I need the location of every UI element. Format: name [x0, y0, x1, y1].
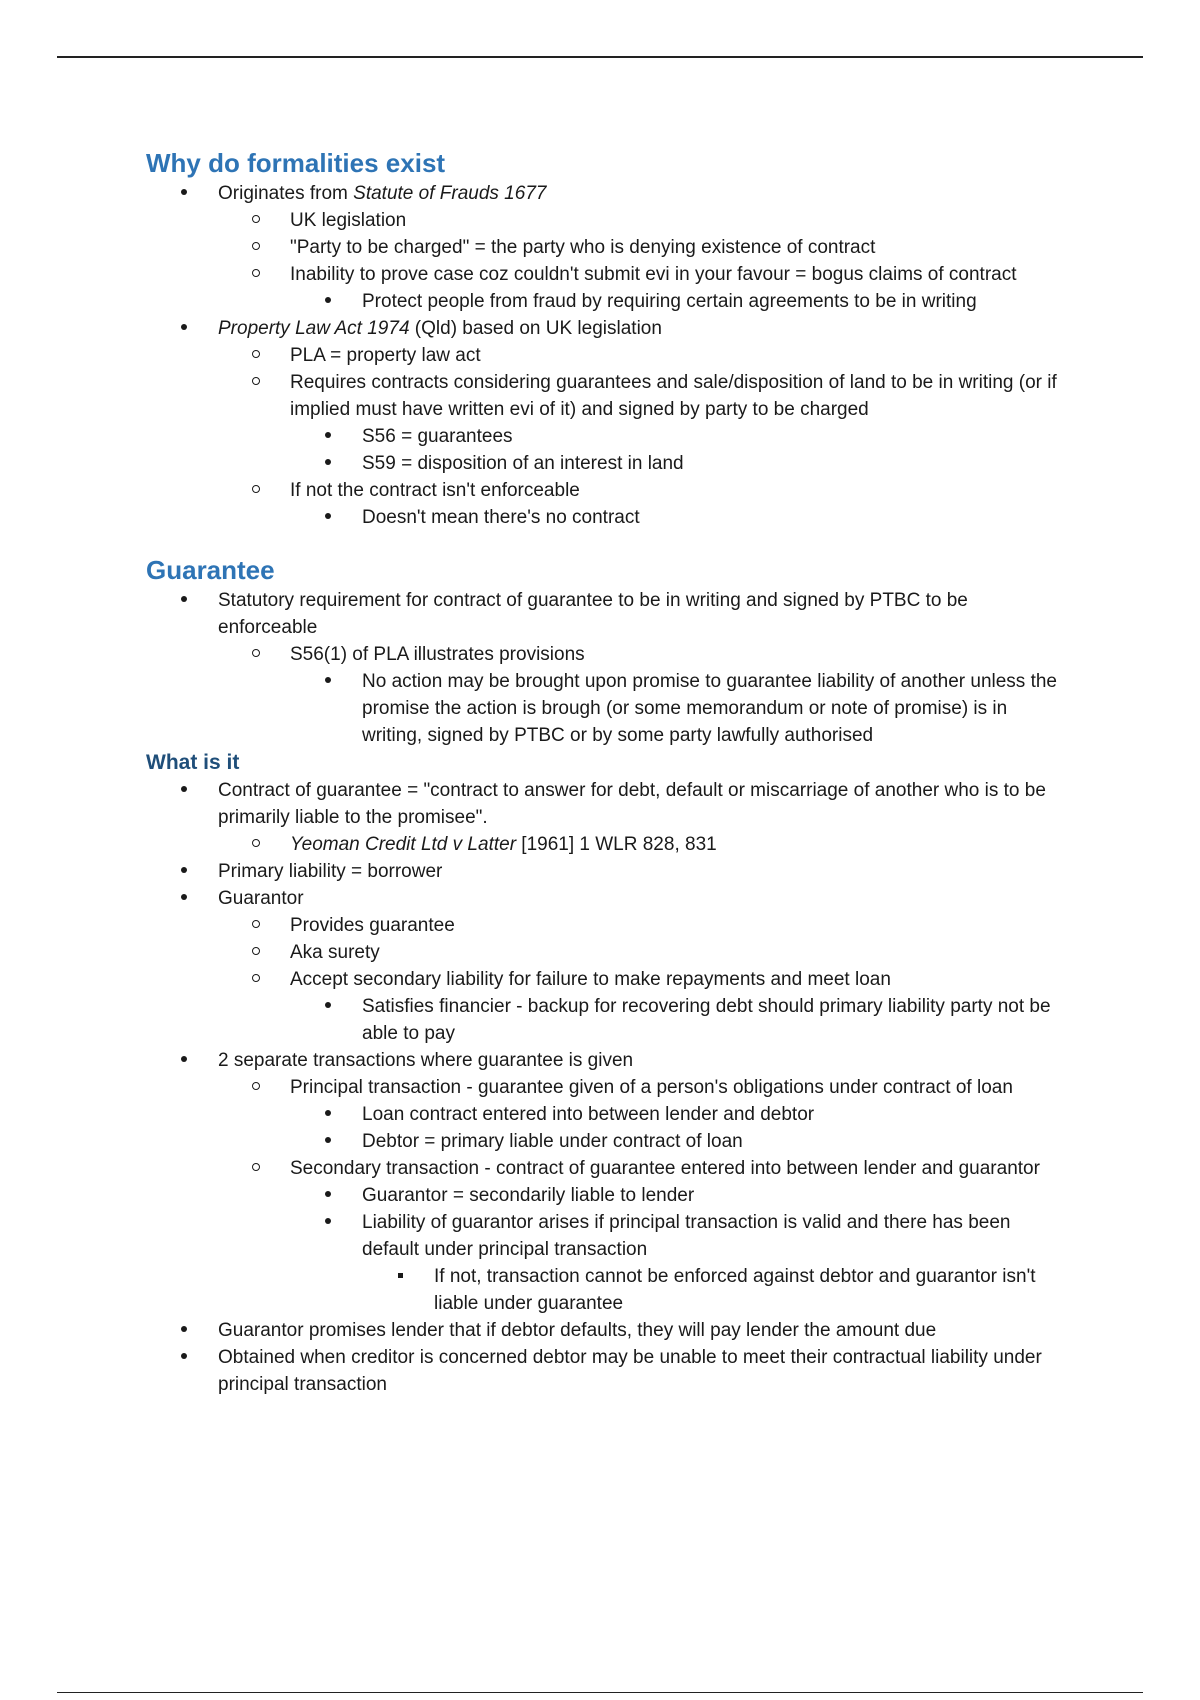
- list-guarantee: [146, 587, 1066, 749]
- list-item: "Party to be charged" = the party who is denying existence of contract: [218, 234, 1066, 261]
- list-item: Accept secondary liability for failure to make repayments and meet loan Satisfies financier - backup for recovering debt should primary liability party not be able to pay: [218, 966, 1066, 1047]
- circle-bullet-icon: [246, 939, 266, 966]
- circle-bullet-icon: [246, 966, 266, 993]
- heading-what-is-it: What is it: [146, 751, 240, 774]
- bullet-icon: [318, 993, 338, 1020]
- circle-bullet-icon: [246, 641, 266, 668]
- bullet-icon: [318, 1101, 338, 1128]
- bullet-icon: [318, 450, 338, 477]
- bullet-icon: [318, 1128, 338, 1155]
- list-item: Liability of guarantor arises if principal transaction is valid and there has been default under principal transaction If not, transaction cannot be enforced against debtor and guarantor isn't liable under guarantee: [290, 1209, 1066, 1317]
- bullet-icon: [318, 504, 338, 531]
- list-item: Contract of guarantee = "contract to answer for debt, default or miscarriage of another who is to be primarily liable to the promisee". Yeoman Credit Ltd v Latter [1961] 1 WLR 828, 831: [146, 777, 1066, 858]
- list-item: S56(1) of PLA illustrates provisions No action may be brought upon promise to guarantee liability of another unless the promise the action is brough (or some memorandum or note of promise) is in writing, signed by PTBC or by some party lawfully authorised: [218, 641, 1066, 749]
- list-item: PLA = property law act: [218, 342, 1066, 369]
- document-body: [146, 146, 1066, 1398]
- bullet-icon: [318, 423, 338, 450]
- footer-rule: [57, 1692, 1143, 1693]
- list-item: Doesn't mean there's no contract: [290, 504, 1066, 531]
- list-what-is-it: [146, 777, 1066, 1398]
- circle-bullet-icon: [246, 342, 266, 369]
- list-formalities: [146, 180, 1066, 531]
- list-item: Inability to prove case coz couldn't submit evi in your favour = bogus claims of contract Protect people from fraud by requiring certain agreements to be in writing: [218, 261, 1066, 315]
- list-item: S59 = disposition of an interest in land: [290, 450, 1066, 477]
- list-item: Statutory requirement for contract of guarantee to be in writing and signed by PTBC to be enforceable S56(1) of PLA illustrates provisions No action may be brought upon promise to guarantee liability of another unless the promise the action is brough (or some memorandum or note of promise) is in writing, signed by PTBC or by some party lawfully authorised: [146, 587, 1066, 749]
- list-item: Originates from Statute of Frauds 1677 UK legislation "Party to be charged" = the party who is denying existence of contract Inability to prove case coz couldn't submit evi in your favour = bogus claims of contract Protect people from fraud by requiring certain agreements to be in writing: [146, 180, 1066, 315]
- list-item: Guarantor = secondarily liable to lender: [290, 1182, 1066, 1209]
- circle-bullet-icon: [246, 477, 266, 504]
- list-item: Guarantor promises lender that if debtor defaults, they will pay lender the amount due: [146, 1317, 1066, 1344]
- bullet-icon: [174, 315, 194, 342]
- list-item: Yeoman Credit Ltd v Latter [1961] 1 WLR 828, 831: [218, 831, 1066, 858]
- list-item: Debtor = primary liable under contract of loan: [290, 1128, 1066, 1155]
- circle-bullet-icon: [246, 261, 266, 288]
- list-item: If not, transaction cannot be enforced against debtor and guarantor isn't liable under guarantee: [362, 1263, 1066, 1317]
- list-item: No action may be brought upon promise to guarantee liability of another unless the promise the action is brough (or some memorandum or note of promise) is in writing, signed by PTBC or by some party lawfully authorised: [290, 668, 1066, 749]
- list-item: Provides guarantee: [218, 912, 1066, 939]
- list-item: Obtained when creditor is concerned debtor may be unable to meet their contractual liability under principal transaction: [146, 1344, 1066, 1398]
- bullet-icon: [318, 1182, 338, 1209]
- header-rule: [57, 56, 1143, 58]
- list-item: If not the contract isn't enforceable Doesn't mean there's no contract: [218, 477, 1066, 531]
- list-item: Principal transaction - guarantee given of a person's obligations under contract of loan Loan contract entered into between lender and debtor Debtor = primary liable under contract of loan: [218, 1074, 1066, 1155]
- list-item: S56 = guarantees: [290, 423, 1066, 450]
- heading-guarantee: Guarantee: [146, 555, 275, 585]
- bullet-icon: [318, 1209, 338, 1236]
- bullet-icon: [174, 1317, 194, 1344]
- list-item: Aka surety: [218, 939, 1066, 966]
- bullet-icon: [318, 668, 338, 695]
- heading-why-formalities: Why do formalities exist: [146, 148, 446, 178]
- list-item: UK legislation: [218, 207, 1066, 234]
- bullet-icon: [318, 288, 338, 315]
- circle-bullet-icon: [246, 1155, 266, 1182]
- bullet-icon: [174, 180, 194, 207]
- list-item: Primary liability = borrower: [146, 858, 1066, 885]
- square-bullet-icon: [390, 1263, 410, 1290]
- circle-bullet-icon: [246, 831, 266, 858]
- circle-bullet-icon: [246, 207, 266, 234]
- bullet-icon: [174, 858, 194, 885]
- list-item: Property Law Act 1974 (Qld) based on UK legislation PLA = property law act Requires contracts considering guarantees and sale/disposition of land to be in writing (or if implied must have written evi of it) and signed by party to be charged S56 = guarantees S59 = disposition of an interest in land If not the contract isn't enforceable Doesn't mean there's no contract: [146, 315, 1066, 531]
- bullet-icon: [174, 1344, 194, 1371]
- bullet-icon: [174, 885, 194, 912]
- list-item: Satisfies financier - backup for recovering debt should primary liability party not be able to pay: [290, 993, 1066, 1047]
- list-item: Requires contracts considering guarantees and sale/disposition of land to be in writing (or if implied must have written evi of it) and signed by party to be charged S56 = guarantees S59 = disposition of an interest in land: [218, 369, 1066, 477]
- bullet-icon: [174, 587, 194, 614]
- list-item: 2 separate transactions where guarantee is given Principal transaction - guarantee given of a person's obligations under contract of loan Loan contract entered into between lender and debtor Debtor = primary liable under contract of loan Secondary transaction - contract of guarantee entered into between lender and guarantor Guarantor = secondarily liable to lender Liability of guarantor arises if principal transaction is valid and there has been default under principal transaction If not, transaction cannot be enforced against debtor and guarantor isn't liable under guarantee: [146, 1047, 1066, 1317]
- list-item: Protect people from fraud by requiring certain agreements to be in writing: [290, 288, 1066, 315]
- bullet-icon: [174, 777, 194, 804]
- list-item: Guarantor Provides guarantee Aka surety Accept secondary liability for failure to make repayments and meet loan Satisfies financier - backup for recovering debt should primary liability party not be able to pay: [146, 885, 1066, 1047]
- list-item: Loan contract entered into between lender and debtor: [290, 1101, 1066, 1128]
- circle-bullet-icon: [246, 369, 266, 396]
- list-item: Secondary transaction - contract of guarantee entered into between lender and guarantor Guarantor = secondarily liable to lender Liability of guarantor arises if principal transaction is valid and there has been default under principal transaction If not, transaction cannot be enforced against debtor and guarantor isn't liable under guarantee: [218, 1155, 1066, 1317]
- circle-bullet-icon: [246, 1074, 266, 1101]
- bullet-icon: [174, 1047, 194, 1074]
- circle-bullet-icon: [246, 234, 266, 261]
- circle-bullet-icon: [246, 912, 266, 939]
